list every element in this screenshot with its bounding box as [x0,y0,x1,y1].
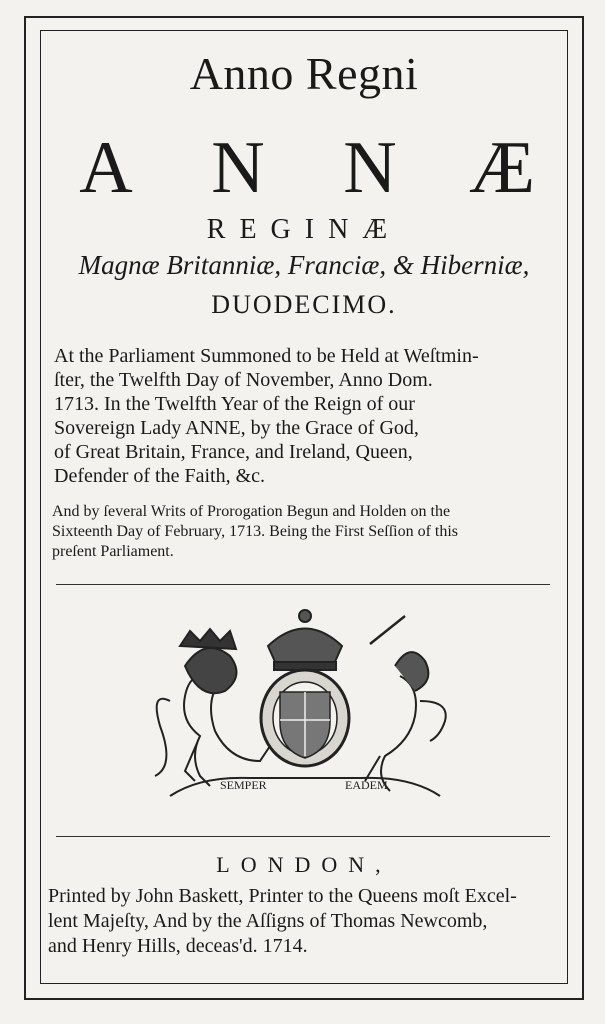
anno-regni-heading: Anno Regni [189,48,419,99]
realms-line: Magnæ Britanniæ, Franciæ, & Hiberniæ, [78,250,530,280]
annae-letter: N [343,127,397,209]
imprint-text [48,884,560,959]
reginae-heading: REGINÆ [206,214,402,245]
motto-ribbon [170,778,440,796]
paragraph-line: Sovereign Lady ANNE, by the Grace of God, [54,417,419,439]
paragraph-line: At the Parliament Summoned to be Held at Weſtmin- [54,345,479,367]
annae-letter: A [79,127,133,209]
paragraph-line: And by ſeveral Writs of Prorogation Begun and Holden on the [52,503,451,520]
paragraph-line: Sixteenth Day of February, 1713. Being the First Seſſion of this [52,523,459,540]
paragraph-line: ſter, the Twelfth Day of November, Anno Dom. [54,369,433,391]
parliament-paragraph [54,344,556,488]
shield-icon [261,670,349,766]
prorogation-paragraph [52,502,556,562]
paragraph-line: preſent Parliament. [52,543,174,560]
unicorn-supporter-icon [365,616,446,791]
paragraph-line: of Great Britain, France, and Ireland, Queen, [54,441,413,463]
regnal-year: DUODECIMO. [211,290,397,319]
lion-supporter-icon [155,629,270,786]
bottom-divider [56,836,550,837]
imprint-line: Printed by John Baskett, Printer to the Queens moſt Excel- [48,885,517,907]
imprint-line: and Henry Hills, deceas'd. 1714. [48,935,308,957]
annae-letter: N [211,127,265,209]
royal-coat-of-arms [150,606,460,816]
imprint-line: lent Majeſty, And by the Aſſigns of Thomas Newcomb, [48,910,488,932]
paragraph-line: Defender of the Faith, &c. [54,465,266,487]
imprint-city: LONDON, [216,852,392,877]
annae-heading [40,128,568,208]
paragraph-line: 1713. In the Twelfth Year of the Reign of our [54,393,415,415]
motto-right: EADEM [345,778,388,792]
annae-letter: Æ [469,127,535,209]
top-divider [56,584,550,585]
motto-left: SEMPER [220,778,267,792]
crown-icon [268,610,342,670]
